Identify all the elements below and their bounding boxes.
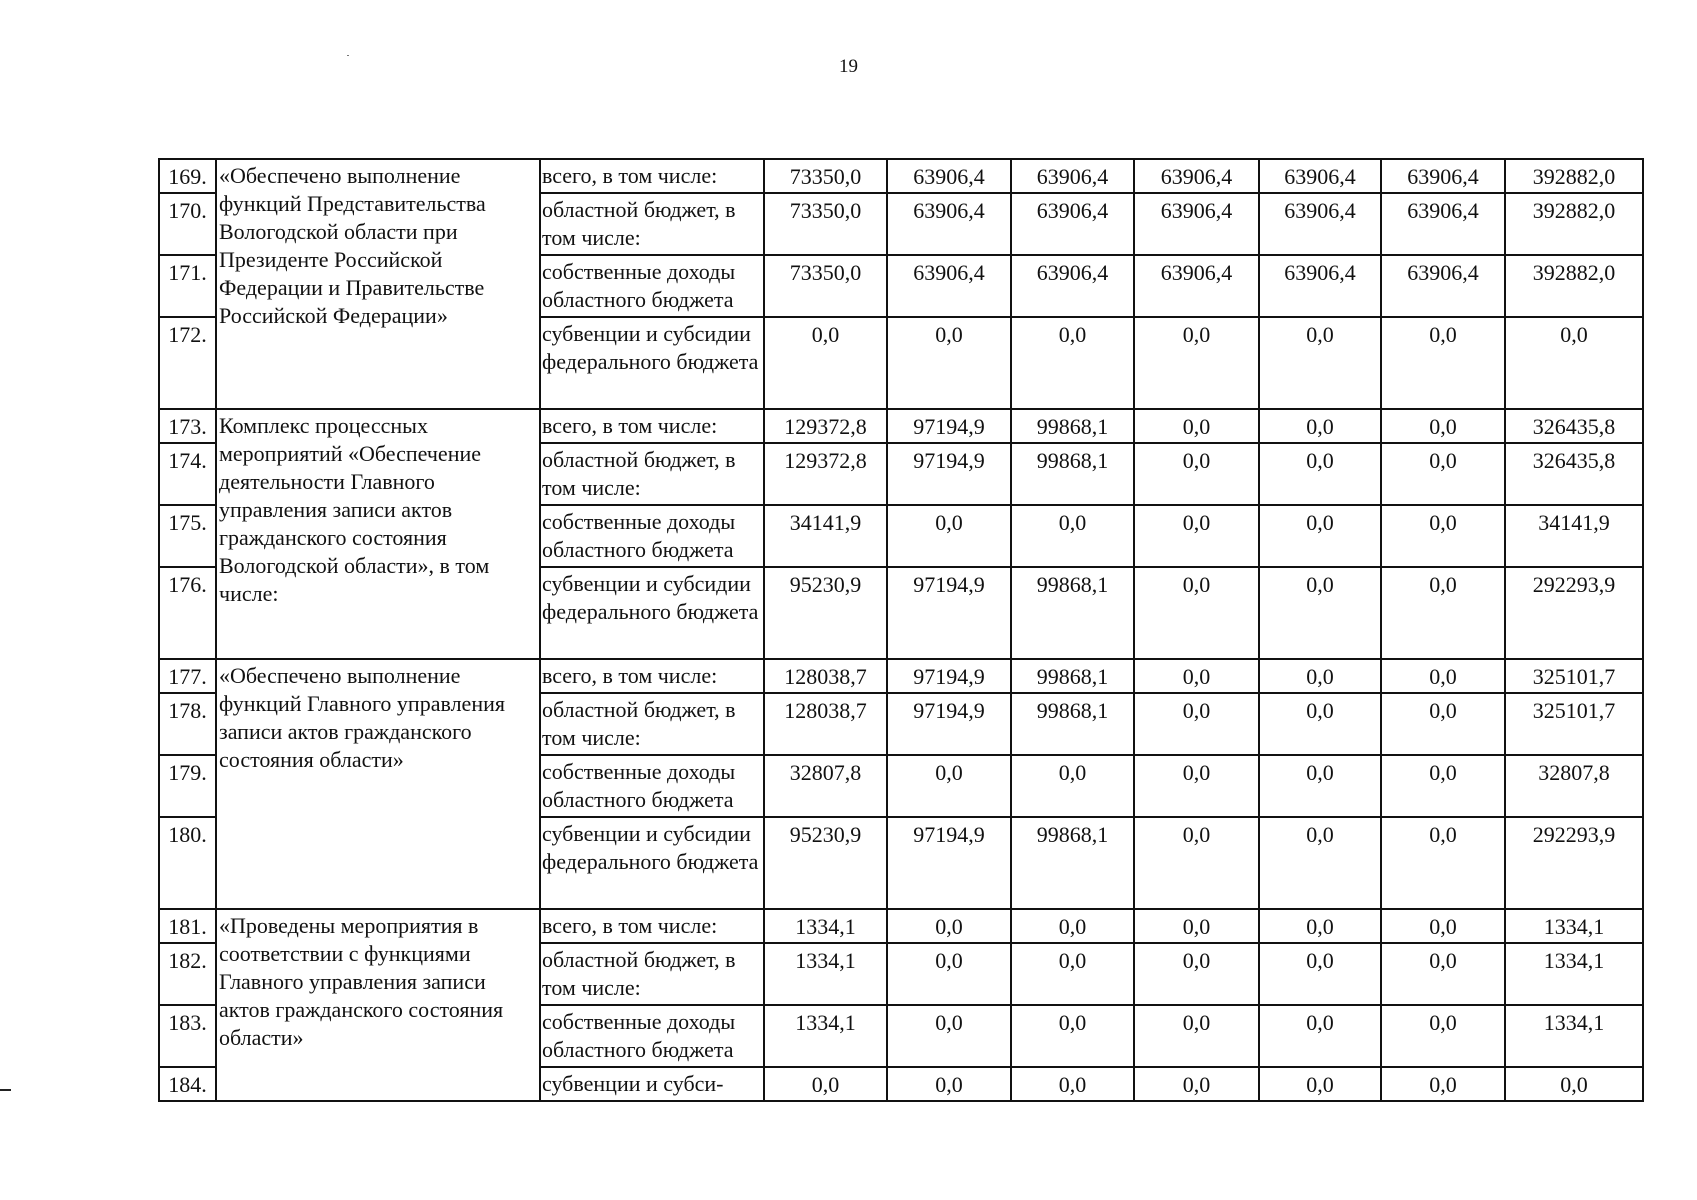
year-value: 1334,1 <box>764 1005 887 1067</box>
year-value: 0,0 <box>1011 755 1134 817</box>
funding-source: всего, в том числе: <box>540 659 764 693</box>
year-value: 99868,1 <box>1011 567 1134 659</box>
funding-source: всего, в том числе: <box>540 159 764 193</box>
funding-source: собственные доходы областного бюджета <box>540 255 764 317</box>
total-value: 325101,7 <box>1505 659 1643 693</box>
year-value: 0,0 <box>1259 755 1381 817</box>
row-number: 178. <box>159 693 216 755</box>
year-value: 0,0 <box>1259 659 1381 693</box>
year-value: 99868,1 <box>1011 659 1134 693</box>
row-number: 176. <box>159 567 216 659</box>
year-value: 63906,4 <box>887 193 1011 255</box>
funding-source: субвенции и субсидии федерального бюджета <box>540 817 764 909</box>
year-value: 0,0 <box>887 909 1011 943</box>
total-value: 392882,0 <box>1505 255 1643 317</box>
row-number: 173. <box>159 409 216 443</box>
year-value: 63906,4 <box>1134 255 1259 317</box>
year-value: 0,0 <box>1259 943 1381 1005</box>
funding-source: областной бюджет, в том числе: <box>540 443 764 505</box>
year-value: 0,0 <box>1011 943 1134 1005</box>
year-value: 0,0 <box>1381 1067 1505 1101</box>
year-value: 63906,4 <box>1259 193 1381 255</box>
year-value: 0,0 <box>1259 443 1381 505</box>
budget-table <box>158 158 1644 1102</box>
funding-source: собственные доходы областного бюджета <box>540 1005 764 1067</box>
year-value: 63906,4 <box>1134 159 1259 193</box>
year-value: 0,0 <box>1381 909 1505 943</box>
year-value: 0,0 <box>1134 693 1259 755</box>
year-value: 63906,4 <box>1134 193 1259 255</box>
year-value: 0,0 <box>1134 755 1259 817</box>
year-value: 63906,4 <box>1381 255 1505 317</box>
year-value: 99868,1 <box>1011 693 1134 755</box>
year-value: 0,0 <box>1259 317 1381 409</box>
year-value: 0,0 <box>887 317 1011 409</box>
year-value: 95230,9 <box>764 567 887 659</box>
year-value: 0,0 <box>1011 505 1134 567</box>
row-number: 181. <box>159 909 216 943</box>
year-value: 0,0 <box>1011 1067 1134 1101</box>
row-number: 170. <box>159 193 216 255</box>
year-value: 0,0 <box>1134 659 1259 693</box>
year-value: 0,0 <box>1259 693 1381 755</box>
year-value: 97194,9 <box>887 693 1011 755</box>
year-value: 63906,4 <box>1259 159 1381 193</box>
year-value: 0,0 <box>1011 909 1134 943</box>
year-value: 95230,9 <box>764 817 887 909</box>
year-value: 0,0 <box>1134 567 1259 659</box>
funding-source: собственные доходы областного бюджета <box>540 755 764 817</box>
year-value: 63906,4 <box>887 159 1011 193</box>
year-value: 0,0 <box>1134 909 1259 943</box>
year-value: 97194,9 <box>887 659 1011 693</box>
year-value: 0,0 <box>1011 317 1134 409</box>
row-number: 169. <box>159 159 216 193</box>
item-description: «Проведены мероприятия в соответствии с функциями Главного управления записи актов гражданского состояния области» <box>216 909 540 1101</box>
year-value: 97194,9 <box>887 443 1011 505</box>
year-value: 0,0 <box>1381 817 1505 909</box>
year-value: 0,0 <box>1134 1067 1259 1101</box>
year-value: 0,0 <box>1134 443 1259 505</box>
item-description: «Обеспечено выполнение функций Представительства Вологодской области при Президенте Российской Федерации и Правительстве Российской Федерации» <box>216 159 540 409</box>
funding-source: субвенции и субсидии федерального бюджета <box>540 317 764 409</box>
year-value: 97194,9 <box>887 409 1011 443</box>
year-value: 128038,7 <box>764 693 887 755</box>
year-value: 129372,8 <box>764 409 887 443</box>
funding-source: всего, в том числе: <box>540 909 764 943</box>
total-value: 292293,9 <box>1505 817 1643 909</box>
year-value: 0,0 <box>887 1005 1011 1067</box>
table-row <box>159 659 1643 693</box>
year-value: 34141,9 <box>764 505 887 567</box>
year-value: 0,0 <box>1381 693 1505 755</box>
funding-source: областной бюджет, в том числе: <box>540 693 764 755</box>
funding-source: областной бюджет, в том числе: <box>540 193 764 255</box>
total-value: 392882,0 <box>1505 193 1643 255</box>
table-row <box>159 409 1643 443</box>
total-value: 325101,7 <box>1505 693 1643 755</box>
funding-source: субвенции и субсидии федерального бюджета <box>540 567 764 659</box>
year-value: 73350,0 <box>764 159 887 193</box>
year-value: 0,0 <box>1381 1005 1505 1067</box>
year-value: 1334,1 <box>764 909 887 943</box>
year-value: 128038,7 <box>764 659 887 693</box>
total-value: 0,0 <box>1505 317 1643 409</box>
year-value: 0,0 <box>1381 409 1505 443</box>
item-description: Комплекс процессных мероприятий «Обеспечение деятельности Главного управления записи актов гражданского состояния Вологодской области», в том числе: <box>216 409 540 659</box>
row-number: 183. <box>159 1005 216 1067</box>
row-number: 172. <box>159 317 216 409</box>
year-value: 0,0 <box>1011 1005 1134 1067</box>
year-value: 99868,1 <box>1011 443 1134 505</box>
year-value: 129372,8 <box>764 443 887 505</box>
year-value: 0,0 <box>1134 409 1259 443</box>
year-value: 0,0 <box>1134 943 1259 1005</box>
row-number: 180. <box>159 817 216 909</box>
year-value: 0,0 <box>764 317 887 409</box>
year-value: 0,0 <box>1381 659 1505 693</box>
year-value: 0,0 <box>1259 567 1381 659</box>
year-value: 0,0 <box>1259 909 1381 943</box>
row-number: 175. <box>159 505 216 567</box>
year-value: 0,0 <box>887 943 1011 1005</box>
year-value: 0,0 <box>887 755 1011 817</box>
year-value: 0,0 <box>887 1067 1011 1101</box>
total-value: 1334,1 <box>1505 943 1643 1005</box>
year-value: 63906,4 <box>1011 255 1134 317</box>
year-value: 0,0 <box>1134 505 1259 567</box>
total-value: 34141,9 <box>1505 505 1643 567</box>
year-value: 63906,4 <box>1381 193 1505 255</box>
funding-source: собственные доходы областного бюджета <box>540 505 764 567</box>
year-value: 0,0 <box>1381 443 1505 505</box>
page-number: 19 <box>839 56 858 77</box>
year-value: 63906,4 <box>1381 159 1505 193</box>
year-value: 32807,8 <box>764 755 887 817</box>
funding-source: всего, в том числе: <box>540 409 764 443</box>
year-value: 63906,4 <box>1011 159 1134 193</box>
year-value: 0,0 <box>1134 1005 1259 1067</box>
year-value: 0,0 <box>764 1067 887 1101</box>
table-row <box>159 909 1643 943</box>
year-value: 97194,9 <box>887 817 1011 909</box>
year-value: 0,0 <box>1259 1067 1381 1101</box>
total-value: 392882,0 <box>1505 159 1643 193</box>
row-number: 177. <box>159 659 216 693</box>
year-value: 0,0 <box>1381 943 1505 1005</box>
year-value: 0,0 <box>1381 755 1505 817</box>
year-value: 1334,1 <box>764 943 887 1005</box>
year-value: 99868,1 <box>1011 817 1134 909</box>
total-value: 1334,1 <box>1505 1005 1643 1067</box>
total-value: 292293,9 <box>1505 567 1643 659</box>
year-value: 73350,0 <box>764 193 887 255</box>
year-value: 0,0 <box>887 505 1011 567</box>
year-value: 0,0 <box>1259 817 1381 909</box>
table-row <box>159 159 1643 193</box>
year-value: 0,0 <box>1381 317 1505 409</box>
total-value: 1334,1 <box>1505 909 1643 943</box>
row-number: 171. <box>159 255 216 317</box>
total-value: 326435,8 <box>1505 443 1643 505</box>
row-number: 179. <box>159 755 216 817</box>
year-value: 63906,4 <box>1011 193 1134 255</box>
total-value: 0,0 <box>1505 1067 1643 1101</box>
margin-mark <box>0 1089 11 1091</box>
year-value: 63906,4 <box>1259 255 1381 317</box>
row-number: 184. <box>159 1067 216 1101</box>
year-value: 0,0 <box>1134 817 1259 909</box>
table-body <box>159 159 1643 1101</box>
funding-source: субвенции и субси- <box>540 1067 764 1101</box>
year-value: 0,0 <box>1381 505 1505 567</box>
year-value: 99868,1 <box>1011 409 1134 443</box>
year-value: 0,0 <box>1134 317 1259 409</box>
row-number: 182. <box>159 943 216 1005</box>
year-value: 63906,4 <box>887 255 1011 317</box>
row-number: 174. <box>159 443 216 505</box>
year-value: 0,0 <box>1259 505 1381 567</box>
total-value: 326435,8 <box>1505 409 1643 443</box>
year-value: 73350,0 <box>764 255 887 317</box>
year-value: 0,0 <box>1381 567 1505 659</box>
year-value: 0,0 <box>1259 409 1381 443</box>
total-value: 32807,8 <box>1505 755 1643 817</box>
year-value: 0,0 <box>1259 1005 1381 1067</box>
year-value: 97194,9 <box>887 567 1011 659</box>
item-description: «Обеспечено выполнение функций Главного управления записи актов гражданского состояния области» <box>216 659 540 909</box>
funding-source: областной бюджет, в том числе: <box>540 943 764 1005</box>
